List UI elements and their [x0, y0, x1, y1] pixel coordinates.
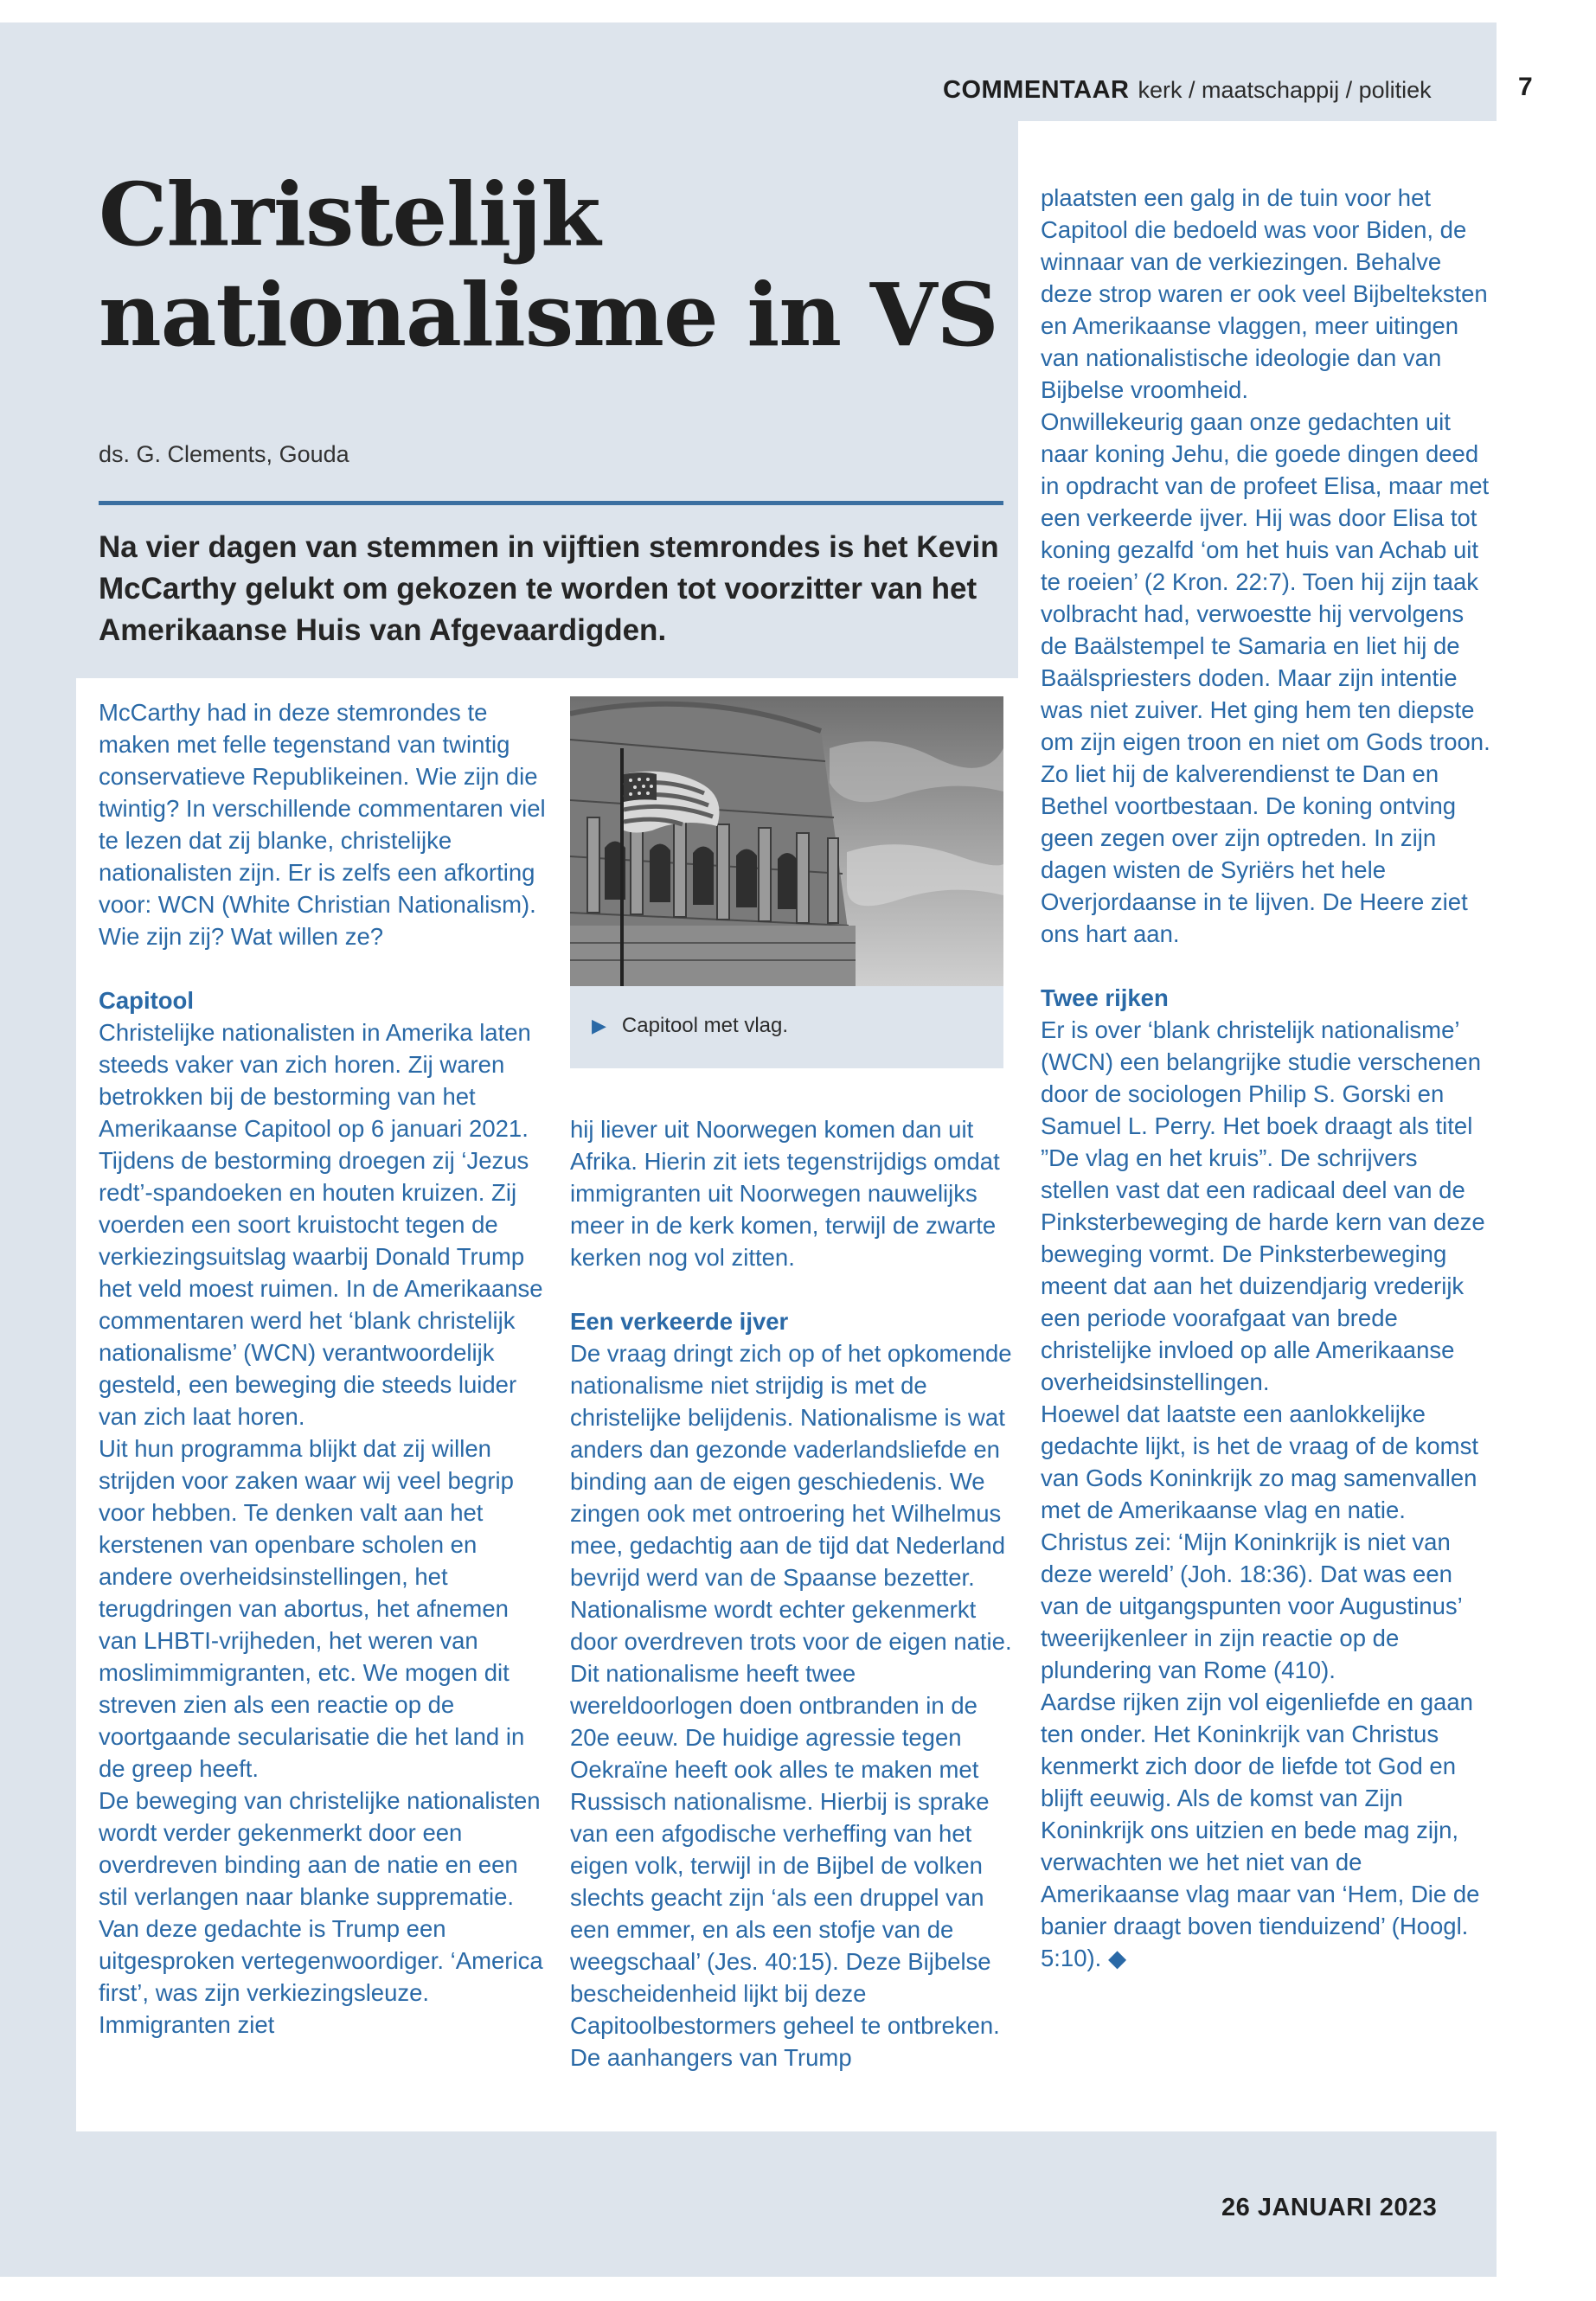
paragraph: plaatsten een galg in de tuin voor het Capitool die bedoeld was voor Biden, de winnaar van de verkiezingen. Behalve deze strop waren er ook veel Bijbelteksten en Amerikaanse vlaggen, meer uitingen van nationalistische ideologie dan van Bijbelse vroomheid.: [1041, 184, 1488, 403]
running-header: [943, 76, 1462, 105]
article-lead: Na vier dagen van stemmen in vijftien stemrondes is het Kevin McCarthy gelukt om gekozen te worden tot voorzitter van het Amerikaanse Huis van Afgevaardigden.: [99, 530, 999, 647]
section-label: COMMENTAAR: [943, 76, 1130, 104]
column-1: [99, 696, 548, 2041]
column-2: [570, 1113, 1020, 2073]
paragraph: Christelijke nationalisten in Amerika laten steeds vaker van zich horen. Zij waren betrokken bij de bestorming van het Amerikaanse Capitool op 6 januari 2021. Tijdens de bestorming droegen zij ‘Jezus redt’-spandoeken en houten kruizen. Zij voerden een soort kruistocht tegen de verkiezingsuitslag waarbij Donald Trump het veld moest ruimen. In de Amerikaanse commentaren werd het ‘blank christelijk nationalisme’ (WCN) verantwoordelijk gesteld, een beweging die steeds luider van zich laat horen.: [99, 1019, 543, 1430]
subheading-twee-rijken: Twee rijken: [1041, 984, 1169, 1011]
paragraph: McCarthy had in deze stemrondes te maken met felle tegenstand van twintig conservatieve Republikeinen. Wie zijn die twintig? In verschillende commentaren viel te lezen dat zij blanke, christelijke nationalisten zijn. Er is zelfs een afkorting voor: WCN (White Christian Nationalism). Wie zijn zij? Wat willen ze?: [99, 699, 546, 950]
paragraph: De vraag dringt zich op of het opkomende nationalisme niet strijdig is met de christelijke belijdenis. Nationalisme is wat anders dan gezonde vaderlandsliefde en binding aan de eigen geschiedenis. We zingen ook met ontroering het Wilhelmus mee, gedachtig aan de tijd dat Nederland bevrijd werd van de Spaanse bezetter. Nationalisme wordt echter gekenmerkt door overdreven trots voor de eigen natie. Dit nationalisme heeft twee wereldoorlogen doen ontbranden in de 20e eeuw. De huidige agressie tegen Oekraïne heeft ook alles te maken met Russisch nationalisme. Hierbij is sprake van een afgodische verheffing van het eigen volk, terwijl in de Bijbel de volken slechts geacht zijn ‘als een druppel van een emmer, en als een stofje van de weegschaal’ (Jes. 40:15). Deze Bijbelse bescheidenheid lijkt bij deze Capitoolbestormers geheel te ontbreken. De aanhangers van Trump: [570, 1340, 1012, 2071]
paragraph: Onwillekeurig gaan onze gedachten uit naar koning Jehu, die goede dingen deed in opdracht van de profeet Elisa, maar met een verkeerde ijver. Hij was door Elisa tot koning gezalfd ‘om het huis van Achab uit te roeien’ (2 Kron. 22:7). Toen hij zijn taak volbracht had, verwoestte hij vervolgens de Baälstempel te Samaria en liet hij de Baälspriesters doden. Maar zijn intentie was niet zuiver. Het ging hem ten diepste om zijn eigen troon en niet om Gods troon. Zo liet hij de kalverendienst te Dan en Bethel voortbestaan. De koning ontving geen zegen over zijn optreden. In zijn dagen wisten de Syriërs het hele Overjordaanse in te lijven. De Heere ziet ons hart aan.: [1041, 408, 1490, 947]
paragraph: Hoewel dat laatste een aanlokkelijke gedachte lijkt, is het de vraag of de komst van Gods Koninkrijk zo mag samenvallen met de Amerikaanse vlag en natie. Christus zei: ‘Mijn Koninkrijk is niet van deze wereld’ (Joh. 18:36). Dat was een van de uitgangspunten voor Augustinus’ tweerijkenleer in zijn reactie op de plundering van Rome (410).: [1041, 1400, 1478, 1683]
paragraph: hij liever uit Noorwegen komen dan uit Afrika. Hierin zit iets tegenstrijdigs omdat immigranten uit Noorwegen nauwelijks meer in de kerk komen, terwijl de zwarte kerken nog vol zitten.: [570, 1116, 1000, 1271]
page-number: 7: [1518, 73, 1533, 101]
paragraph: Uit hun programma blijkt dat zij willen strijden voor zaken waar wij veel begrip voor hebben. Te denken valt aan het kerstenen van openbare scholen en andere overheidsinstellingen, het terugdringen van abortus, het afnemen van LHBTI-vrijheden, het weren van moslimimmigranten, etc. We mogen dit streven zien als een reactie op de voortgaande secularisatie die het land in de greep heeft.: [99, 1435, 525, 1782]
caption-text: Capitool met vlag.: [621, 1014, 789, 1037]
subsection-label: kerk / maatschappij / politiek: [1138, 77, 1432, 103]
issue-date: 26 JANUARI 2023: [1221, 2194, 1438, 2221]
capitol-flag-photo: [570, 696, 1003, 986]
subheading-capitool: Capitool: [99, 987, 194, 1014]
paragraph: Er is over ‘blank christelijk nationalisme’ (WCN) een belangrijke studie verschenen door de sociologen Philip S. Gorski en Samuel L. Perry. Het boek draagt als titel ”De vlag en het kruis”. De schrijvers stellen vast dat een radicaal deel van de Pinksterbeweging de harde kern van deze beweging vormt. De Pinksterbeweging meent dat aan het duizendjarig vrederijk een periode voorafgaat van brede christelijke invloed op alle Amerikaanse overheidsinstellingen.: [1041, 1016, 1485, 1395]
top-margin: [0, 0, 1596, 22]
subheading-verkeerde-ijver: Een verkeerde ijver: [570, 1308, 789, 1335]
bottom-margin: [0, 2277, 1596, 2301]
photo-caption: [592, 1014, 788, 1038]
right-margin: [1497, 0, 1596, 2301]
column-3: [1041, 182, 1490, 1974]
article-title: Christelijk nationalisme in VS: [99, 163, 998, 366]
paragraph: Aardse rijken zijn vol eigenliefde en gaan ten onder. Het Koninkrijk van Christus kenmerkt zich door de liefde tot God en blijft eeuwig. Als de komst van Zijn Koninkrijk ons uitzien en bede mag zijn, verwachten we het niet van de Amerikaanse vlag maar van ‘Hem, Die de banier draagt boven tienduizend’ (Hoogl. 5:10). ◆: [1041, 1689, 1480, 1971]
paragraph: De beweging van christelijke nationalisten wordt verder gekenmerkt door een overdreven binding aan de natie en een stil verlangen naar blanke supprematie. Van deze gedachte is Trump een uitgesproken vertegenwoordiger. ‘America first’, was zijn verkiezingsleuze. Immigranten ziet: [99, 1787, 543, 2038]
caption-arrow-icon: ▶: [592, 1015, 606, 1036]
article-author: ds. G. Clements, Gouda: [99, 441, 349, 467]
title-rule: [99, 501, 1003, 505]
